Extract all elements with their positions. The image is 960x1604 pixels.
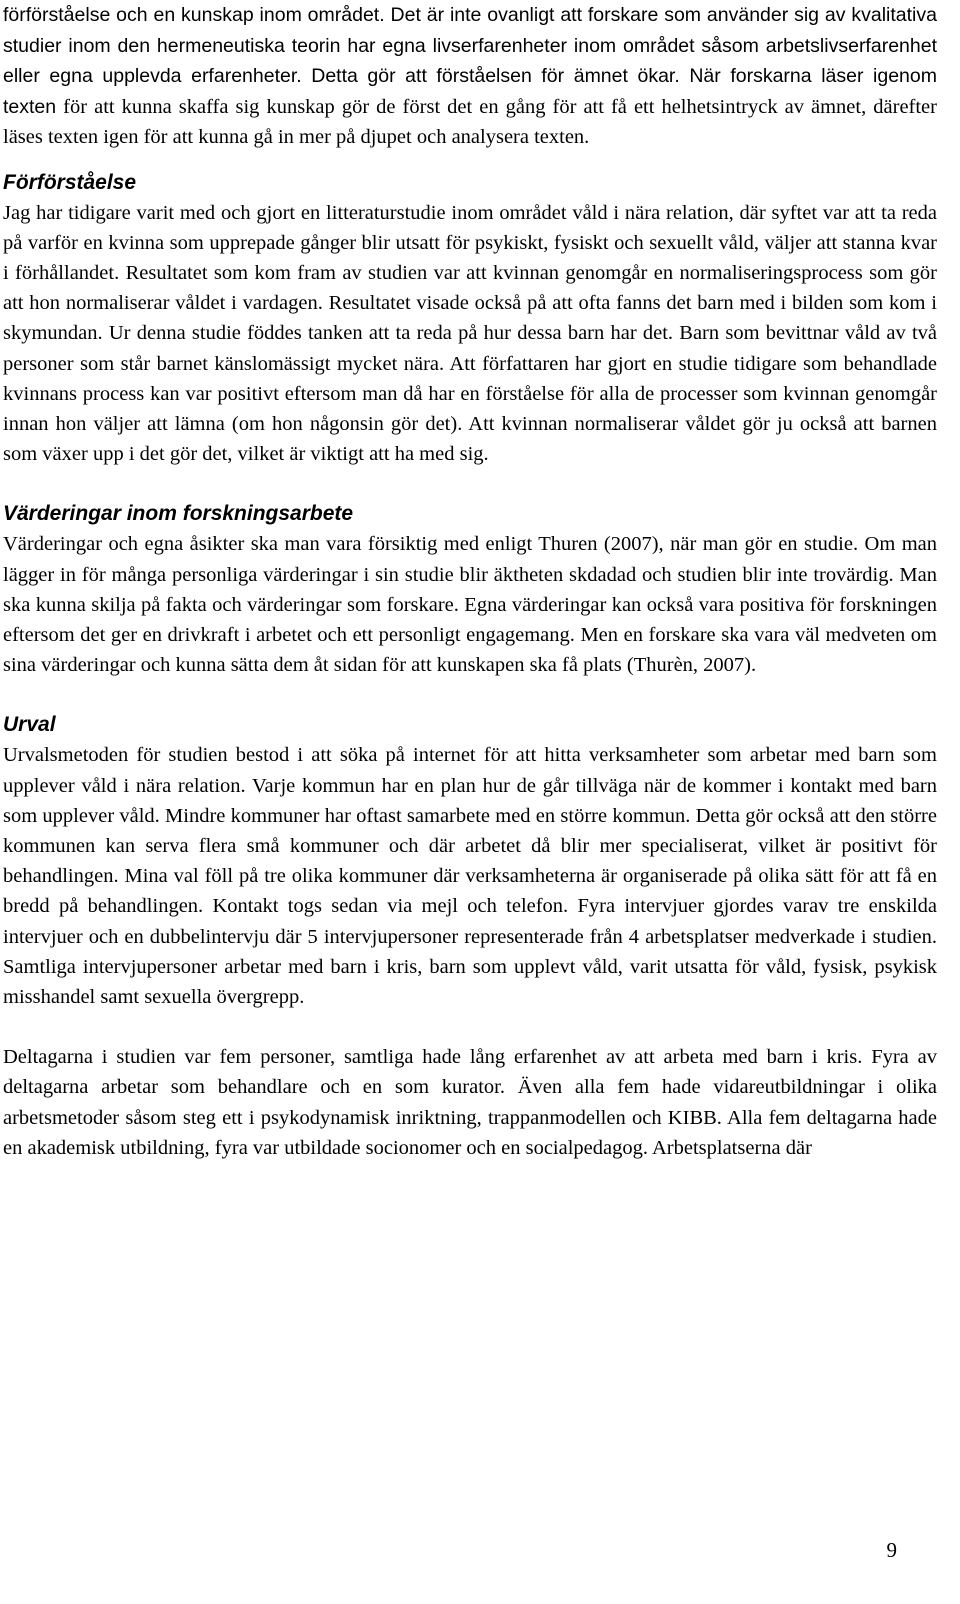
paragraph-varderingar: Värderingar och egna åsikter ska man vara försiktig med enligt Thuren (2007), när man gör en studie. Om man lägger in för många personliga värderingar i sin studie blir äktheten skdadad och studien blir inte trovärdig. Man ska kunna skilja på fakta och värderingar som forskare. Egna värderingar kan också vara positiva för forskningen eftersom det ger en drivkraft i arbetet och ett personligt engagemang. Men en forskare ska vara väl medveten om sina värderingar och kunna sätta dem åt sidan för att kunskapen ska få plats (Thurèn, 2007).: [3, 533, 937, 677]
paragraph-urval-1: Urvalsmetoden för studien bestod i att söka på internet för att hitta verksamheter som arbetar med barn som upplever våld i nära relation. Varje kommun har en plan hur de går tillväga när de kommer i kontakt med barn som upplever våld. Mindre kommuner har oftast samarbete med en större kommun. Detta gör också att den större kommunen kan serva flera små kommuner och där arbetet då blir mer specialiserat, vilket är positivt för behandlingen. Mina val föll på tre olika kommuner där verksamheterna är organiserade på olika sätt för att få en bredd på behandlingen. Kontakt togs sedan via mejl och telefon. Fyra intervjuer gjordes varav tre enskilda intervjuer och en dubbelintervju där 5 intervjupersoner representerade från 4 arbetsplatser medverkade i studien. Samtliga intervjupersoner arbetar med barn i kris, barn som upplevt våld, varit utsatta för våld, fysisk, psykisk misshandel samt sexuella övergrepp.: [3, 744, 937, 1008]
heading-forforstaelse: Förförståelse: [3, 170, 137, 194]
intro-sans-text: förförståelse och en kunskap inom området. Det är inte ovanligt att forskare som använder sig av kvalitativa studier inom den hermeneutiska teorin har egna livserfarenheter inom området såsom arbetslivserfarenhet eller egna upplevda erfarenheter. Detta gör att förståelsen för ämnet ökar. När forskarna läser igenom texten: [3, 4, 937, 118]
page-number: 9: [886, 1538, 897, 1562]
spacer: [3, 469, 937, 499]
spacer: [3, 153, 937, 168]
document-page: [3, 0, 937, 1163]
paragraph-urval-2: Deltagarna i studien var fem personer, samtliga hade lång erfarenhet av att arbeta med barn i kris. Fyra av deltagarna arbetar som behandlare och en som kurator. Även alla fem hade vidareutbildningar i olika arbetsmetoder såsom steg ett i psykodynamisk inriktning, trappanmodellen och KIBB. Alla fem deltagarna hade en akademisk utbildning, fyra var utbildade socionomer och en socialpedagog. Arbetsplatserna där: [3, 1046, 937, 1159]
heading-varderingar: Värderingar inom forskningsarbete: [3, 502, 354, 526]
paragraph-forforstaelse: Jag har tidigare varit med och gjort en litteraturstudie inom området våld i nära relation, där syftet var att ta reda på varför en kvinna som upprepade gånger blir utsatt för psykiskt, fysiskt och sexuellt våld, väljer att stanna kvar i förhållandet. Resultatet som kom fram av studien var att kvinnan genomgår en normaliseringsprocess som gör att hon normaliserar våldet i vardagen. Resultatet visade också på att ofta fanns det barn med i bilden som kom i skymundan. Ur denna studie föddes tanken att ta reda på hur dessa barn har det. Barn som bevittnar våld av två personer som står barnet känslomässigt mycket nära. Att författaren har gjort en studie tidigare som behandlade kvinnans process kan var positivt eftersom man då har en förståelse för alla de processer som kvinnan genomgår innan hon väljer att lämna (om hon någonsin gör det). Att kvinnan normaliserar våldet gör ju också att barnen som växer upp i det gör det, vilket är viktigt att ha med sig.: [3, 201, 937, 466]
spacer: [3, 680, 937, 710]
intro-serif-text: för att kunna skaffa sig kunskap gör de först det en gång för att få ett helhetsintryck av ämnet, därefter läses texten igen för att kunna gå in mer på djupet och analysera texten.: [3, 95, 937, 148]
spacer: [3, 1012, 937, 1042]
heading-urval: Urval: [3, 713, 56, 737]
intro-paragraph: [3, 0, 937, 153]
